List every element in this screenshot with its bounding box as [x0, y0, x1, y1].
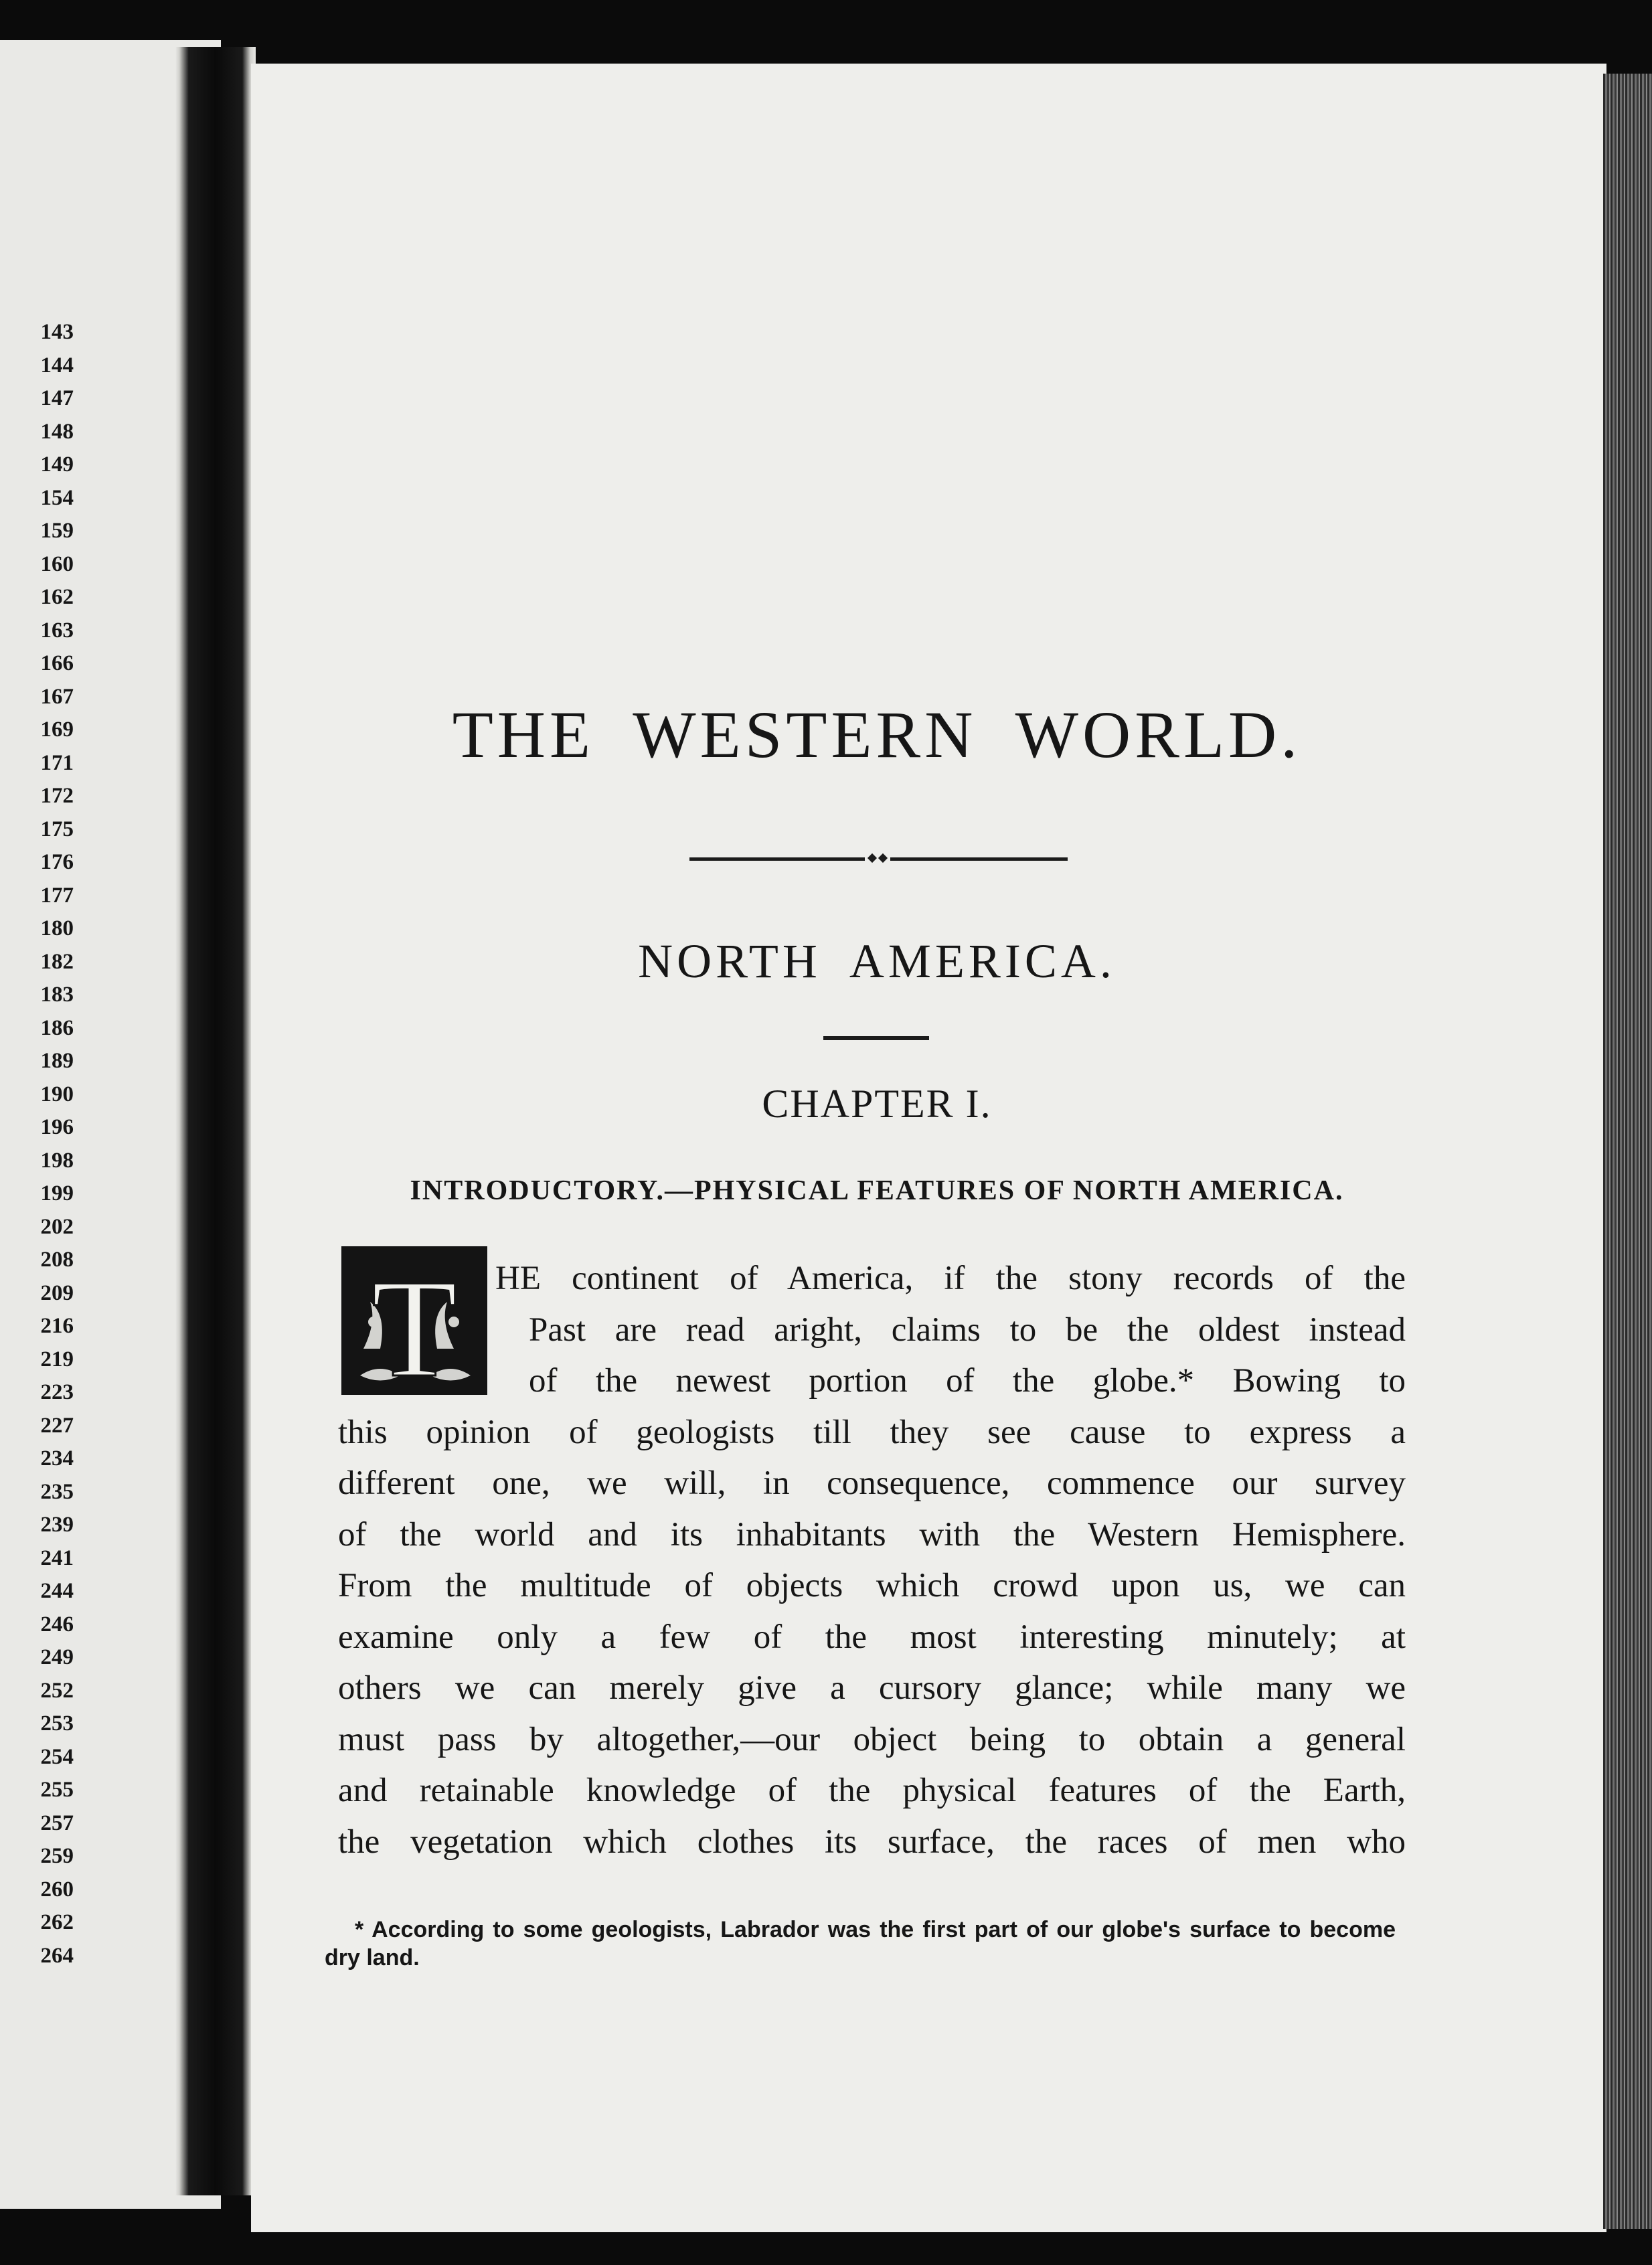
page-number: 235: [40, 1479, 74, 1504]
page-number: 163: [40, 618, 74, 643]
body-line: From the multitude of objects which crowd upon us, we can: [338, 1567, 1406, 1604]
page-number: 264: [40, 1943, 74, 1968]
text-line: [338, 1714, 1406, 1765]
page-number: 246: [40, 1612, 74, 1637]
text-line: [529, 1305, 1406, 1355]
text-line: [338, 1560, 1406, 1611]
page-number: 169: [40, 718, 74, 742]
page-number: 148: [40, 419, 74, 444]
page-number: 190: [40, 1082, 74, 1106]
page-number: 219: [40, 1347, 74, 1371]
page-number: 162: [40, 585, 74, 609]
page-number: 241: [40, 1545, 74, 1570]
text-line: [529, 1355, 1406, 1406]
page-number: 253: [40, 1711, 74, 1736]
text-line: [338, 1458, 1406, 1509]
text-line: [338, 1765, 1406, 1816]
body-line: and retainable knowledge of the physical features of the Earth,: [338, 1772, 1406, 1809]
footnote-line: dry land.: [325, 1945, 420, 1970]
page-number: 223: [40, 1380, 74, 1404]
footnote: [325, 1916, 1396, 1972]
page-number: 255: [40, 1778, 74, 1802]
page-number: 175: [40, 817, 74, 841]
page-number-column: [0, 316, 80, 1973]
body-line: examine only a few of the most interesting minutely; at: [338, 1618, 1406, 1656]
text-line: [338, 1663, 1406, 1713]
body-line: this opinion of geologists till they see cause to express a: [338, 1413, 1406, 1451]
page-number: 182: [40, 949, 74, 974]
page-number: 144: [40, 353, 74, 378]
page-number: 257: [40, 1811, 74, 1835]
page-number: 167: [40, 684, 74, 709]
book-gutter: [175, 47, 256, 2195]
page-number: 172: [40, 784, 74, 808]
text-line: [338, 1407, 1406, 1458]
chapter-title: CHAPTER I.: [762, 1082, 992, 1126]
body-line: Past are read aright, claims to be the oldest instead: [529, 1311, 1406, 1349]
body-line: of the world and its inhabitants with the Western Hemisphere.: [338, 1515, 1406, 1554]
page-number: 202: [40, 1214, 74, 1239]
page-edges: [1603, 74, 1652, 2229]
body-line: the vegetation which clothes its surface, the races of men who: [338, 1823, 1406, 1861]
page-number: 180: [40, 916, 74, 940]
body-line: must pass by altogether,—our object being to obtain a general: [338, 1720, 1406, 1758]
page-number: 262: [40, 1910, 74, 1934]
body-line: HE continent of America, if the stony records of the: [495, 1260, 1406, 1297]
svg-text:T: T: [371, 1251, 458, 1393]
body-line: of the newest portion of the globe.* Bowing to: [529, 1362, 1406, 1400]
text-line: [495, 1253, 1406, 1304]
page-number: 216: [40, 1314, 74, 1338]
text-line: [338, 1509, 1406, 1560]
page-number: 160: [40, 552, 74, 576]
page-number: 227: [40, 1413, 74, 1438]
section-title: NORTH AMERICA.: [638, 934, 1116, 988]
page-number: 183: [40, 983, 74, 1007]
page-number: 254: [40, 1744, 74, 1769]
page-number: 259: [40, 1844, 74, 1868]
page-number: 199: [40, 1181, 74, 1205]
short-rule: [823, 1036, 929, 1040]
page-number: 244: [40, 1579, 74, 1603]
page-number: 209: [40, 1280, 74, 1305]
page-number: 177: [40, 883, 74, 908]
page-number: 189: [40, 1049, 74, 1073]
page-number: 198: [40, 1148, 74, 1173]
page-number: 159: [40, 519, 74, 543]
drop-cap-initial: [341, 1246, 487, 1395]
page-number: 208: [40, 1248, 74, 1272]
text-line: [338, 1817, 1406, 1867]
page-number: 149: [40, 452, 74, 477]
book-page: [251, 64, 1606, 2232]
page-number: 166: [40, 651, 74, 675]
footnote-line: * According to some geologists, Labrador was the first part of our globe's surface to become: [355, 1917, 1396, 1942]
page-number: 260: [40, 1877, 74, 1902]
page-number: 147: [40, 386, 74, 410]
page-number: 249: [40, 1645, 74, 1669]
body-line: others we can merely give a cursory glance; while many we: [338, 1669, 1406, 1707]
text-line: [338, 1612, 1406, 1663]
chapter-subtitle: INTRODUCTORY.—PHYSICAL FEATURES OF NORTH AMERICA.: [410, 1175, 1344, 1206]
page-number: 171: [40, 750, 74, 775]
ornamental-rule: [689, 853, 1068, 865]
body-line: different one, we will, in consequence, commence our survey: [338, 1464, 1406, 1502]
page-number: 239: [40, 1513, 74, 1537]
page-number: 234: [40, 1446, 74, 1471]
page-number: 186: [40, 1015, 74, 1040]
page-number: 196: [40, 1115, 74, 1139]
page-number: 176: [40, 850, 74, 874]
page-number: 252: [40, 1678, 74, 1703]
page-number: 143: [40, 320, 74, 344]
page-number: 154: [40, 485, 74, 510]
book-title: THE WESTERN WORLD.: [452, 697, 1302, 772]
